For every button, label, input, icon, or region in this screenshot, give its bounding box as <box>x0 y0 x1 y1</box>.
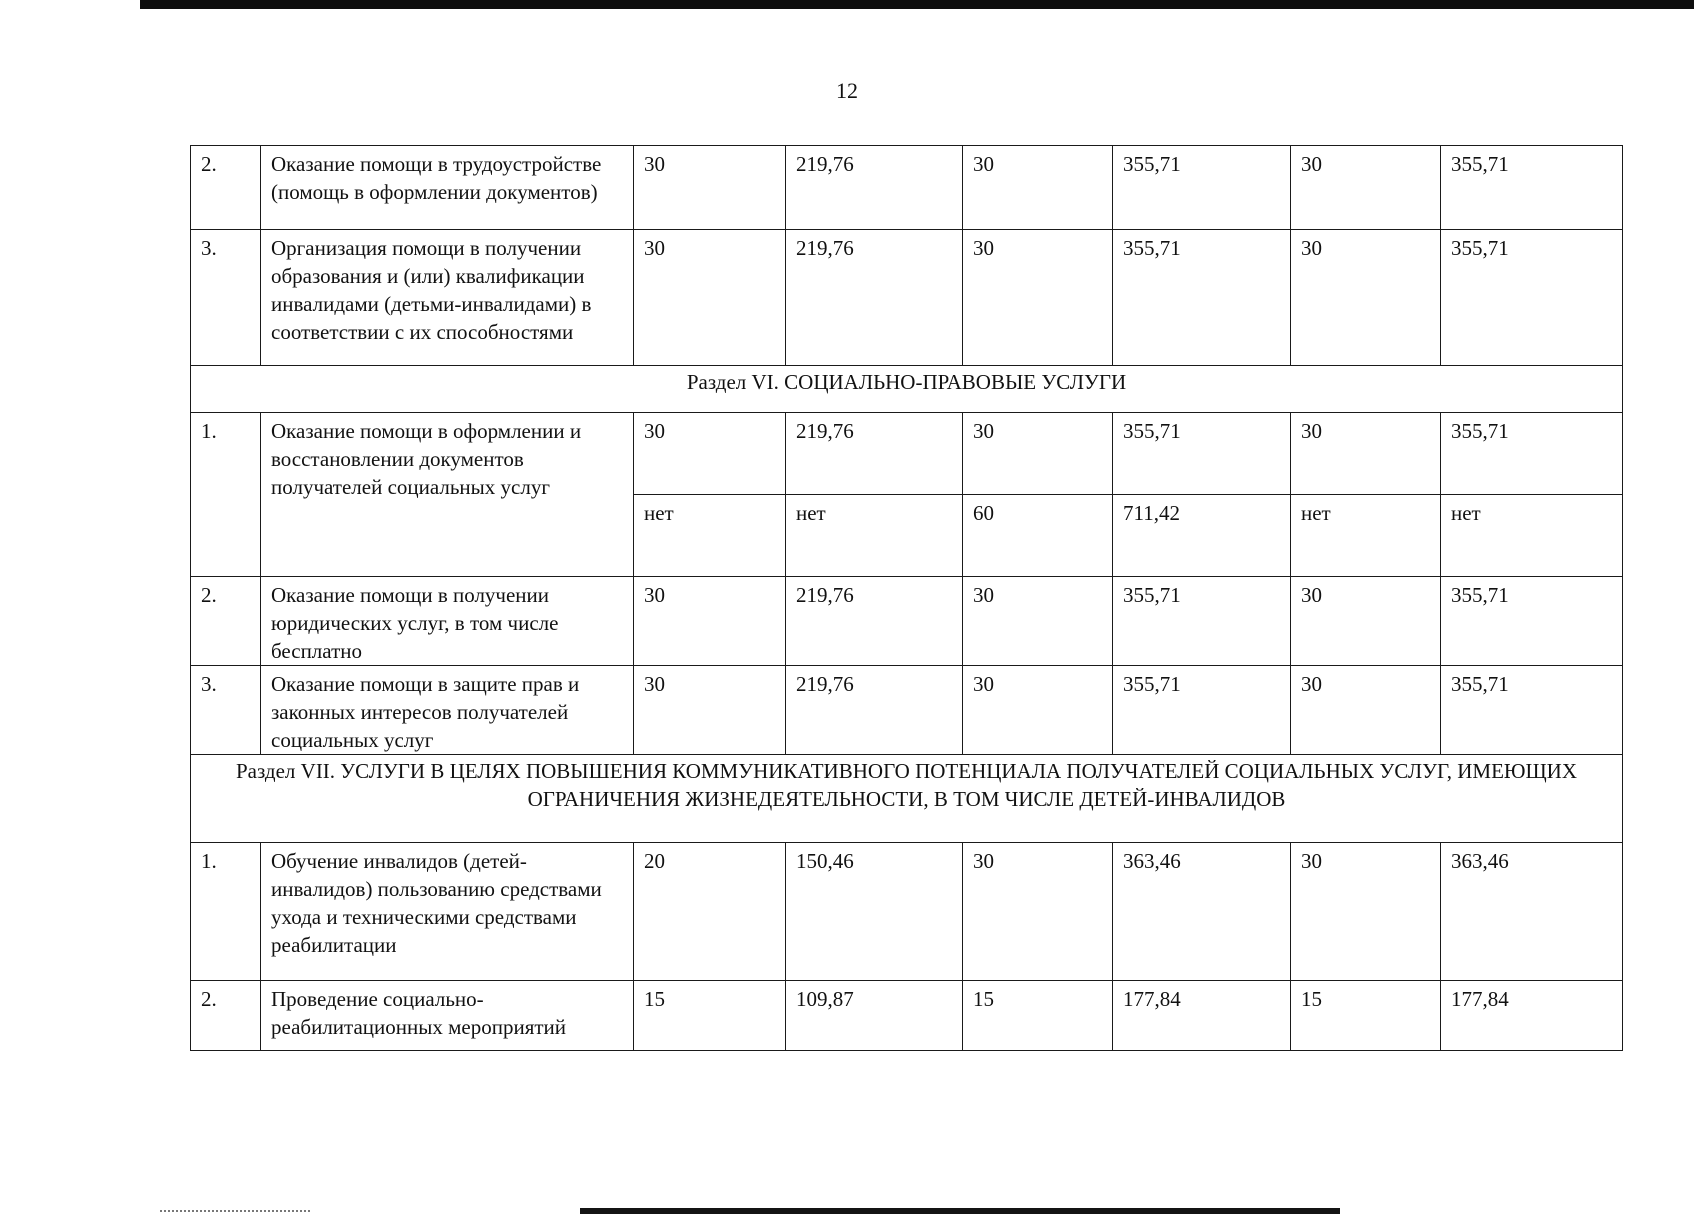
value-cell: 30 <box>1291 666 1441 755</box>
scan-bottom-edge <box>580 1208 1340 1214</box>
scan-bottom-dots <box>160 1210 310 1214</box>
value-cell: 15 <box>963 981 1113 1051</box>
value-cell: 355,71 <box>1113 146 1291 230</box>
table-row <box>191 843 1623 981</box>
value-cell: 30 <box>634 577 786 666</box>
value-cell: нет <box>786 495 963 577</box>
value-cell: нет <box>1291 495 1441 577</box>
table-row <box>191 577 1623 666</box>
service-name: Оказание помощи в оформлении и восстановлении документов получателей социальных услуг <box>261 413 634 577</box>
value-cell: 355,71 <box>1441 666 1623 755</box>
services-tariff-table <box>190 145 1623 1051</box>
value-cell: 355,71 <box>1113 577 1291 666</box>
table-row <box>191 230 1623 366</box>
value-cell: 30 <box>634 666 786 755</box>
value-cell: 30 <box>1291 230 1441 366</box>
service-name: Оказание помощи в трудоустройстве (помощь в оформлении документов) <box>261 146 634 230</box>
value-cell: 30 <box>1291 577 1441 666</box>
value-cell: 60 <box>963 495 1113 577</box>
table-row <box>191 666 1623 755</box>
row-number: 2. <box>191 981 261 1051</box>
value-cell: 109,87 <box>786 981 963 1051</box>
value-cell: 30 <box>1291 843 1441 981</box>
value-cell: 30 <box>1291 413 1441 495</box>
service-name: Обучение инвалидов (детей-инвалидов) пользованию средствами ухода и техническими средствами реабилитации <box>261 843 634 981</box>
value-cell: 219,76 <box>786 413 963 495</box>
value-cell: 355,71 <box>1441 577 1623 666</box>
section-title: Раздел VII. УСЛУГИ В ЦЕЛЯХ ПОВЫШЕНИЯ КОММУНИКАТИВНОГО ПОТЕНЦИАЛА ПОЛУЧАТЕЛЕЙ СОЦИАЛЬНЫХ УСЛУГ, ИМЕЮЩИХ ОГРАНИЧЕНИЯ ЖИЗНЕДЕЯТЕЛЬНОСТИ, В ТОМ ЧИСЛЕ ДЕТЕЙ-ИНВАЛИДОВ <box>191 755 1623 843</box>
value-cell: 30 <box>963 413 1113 495</box>
value-cell: нет <box>1441 495 1623 577</box>
value-cell: 219,76 <box>786 666 963 755</box>
value-cell: 219,76 <box>786 146 963 230</box>
row-number: 1. <box>191 843 261 981</box>
service-name: Оказание помощи в получении юридических услуг, в том числе бесплатно <box>261 577 634 666</box>
value-cell: 30 <box>963 843 1113 981</box>
service-name: Оказание помощи в защите прав и законных интересов получателей социальных услуг <box>261 666 634 755</box>
value-cell: 15 <box>634 981 786 1051</box>
value-cell: 30 <box>963 666 1113 755</box>
value-cell: 20 <box>634 843 786 981</box>
scan-top-edge <box>140 0 1694 9</box>
value-cell: 355,71 <box>1113 230 1291 366</box>
value-cell: 177,84 <box>1113 981 1291 1051</box>
value-cell: 711,42 <box>1113 495 1291 577</box>
row-number: 2. <box>191 577 261 666</box>
table-row <box>191 146 1623 230</box>
value-cell: 355,71 <box>1441 413 1623 495</box>
section-header-row <box>191 366 1623 413</box>
value-cell: 30 <box>634 146 786 230</box>
value-cell: 355,71 <box>1113 413 1291 495</box>
value-cell: 30 <box>634 230 786 366</box>
row-number: 3. <box>191 666 261 755</box>
section-header-row <box>191 755 1623 843</box>
value-cell: 363,46 <box>1441 843 1623 981</box>
value-cell: 363,46 <box>1113 843 1291 981</box>
table-body <box>191 146 1623 1051</box>
value-cell: 30 <box>963 230 1113 366</box>
service-name: Организация помощи в получении образования и (или) квалификации инвалидами (детьми-инвалидами) в соответствии с их способностями <box>261 230 634 366</box>
value-cell: 355,71 <box>1441 230 1623 366</box>
table-row <box>191 981 1623 1051</box>
value-cell: 219,76 <box>786 230 963 366</box>
row-number: 1. <box>191 413 261 577</box>
table-row <box>191 413 1623 495</box>
value-cell: нет <box>634 495 786 577</box>
value-cell: 150,46 <box>786 843 963 981</box>
row-number: 2. <box>191 146 261 230</box>
value-cell: 177,84 <box>1441 981 1623 1051</box>
row-number: 3. <box>191 230 261 366</box>
value-cell: 30 <box>963 146 1113 230</box>
value-cell: 30 <box>963 577 1113 666</box>
value-cell: 15 <box>1291 981 1441 1051</box>
service-name: Проведение социально-реабилитационных мероприятий <box>261 981 634 1051</box>
value-cell: 30 <box>1291 146 1441 230</box>
value-cell: 219,76 <box>786 577 963 666</box>
value-cell: 355,71 <box>1113 666 1291 755</box>
value-cell: 355,71 <box>1441 146 1623 230</box>
page-number: 12 <box>836 78 858 103</box>
section-title: Раздел VI. СОЦИАЛЬНО-ПРАВОВЫЕ УСЛУГИ <box>191 366 1623 413</box>
value-cell: 30 <box>634 413 786 495</box>
